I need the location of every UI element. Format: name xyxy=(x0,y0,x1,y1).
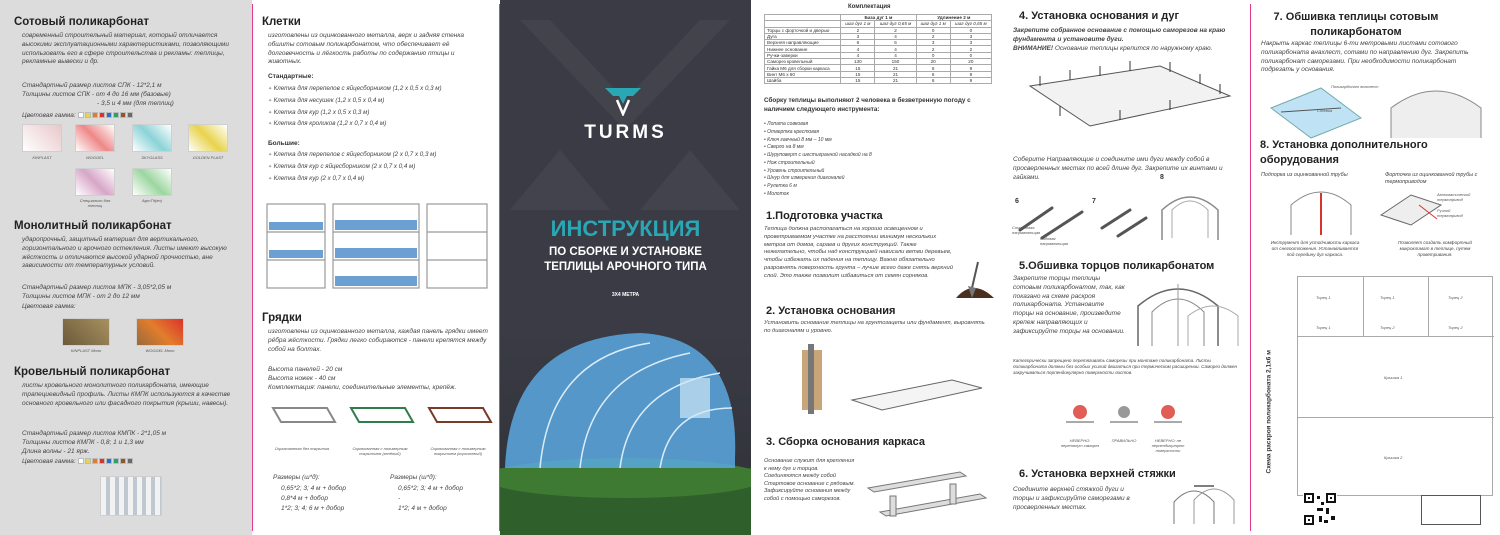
brand-label: WOGGEL xyxy=(85,155,104,160)
spec-line: Стандартный размер листов МПК - 3,05*2,05 м xyxy=(22,284,172,291)
cut-label: Торец 1 xyxy=(1316,295,1331,300)
brand-label: KINPLAST Mono xyxy=(70,348,102,353)
equipment-text: Позволяет создать комфортный микроклимат в теплице, путем проветривания. xyxy=(1398,240,1472,258)
step-title: 5.Обшивка торцов поликарбонатом xyxy=(1019,260,1215,272)
size-item: - xyxy=(398,494,401,502)
frame-base-image xyxy=(860,452,996,532)
list-item: • Шуруповерт с шестигранной насадкой на 8 xyxy=(764,152,872,160)
bed-caption: Оцинкованная с полимерным покрытием (зелёный) xyxy=(352,446,408,456)
spec-line: - 3,5 и 4 мм (для теплиц) xyxy=(97,100,174,107)
screw-caption: НЕВЕРНО: не перпендикулярно поверхности xyxy=(1151,438,1185,453)
th: Удлинение 2 м xyxy=(916,15,991,21)
sample-image xyxy=(22,124,62,152)
step-number: 8 xyxy=(1160,174,1164,181)
size-item: 1*2; 3; 4; 6 м + добор xyxy=(281,504,345,512)
th: шаг дуг 1 м xyxy=(841,21,875,27)
section-title: Клетки xyxy=(262,16,301,28)
step-title: 4. Установка основания и дуг xyxy=(1019,10,1180,22)
top-tie-image xyxy=(1168,478,1242,528)
sample-image xyxy=(136,318,184,346)
size-list xyxy=(281,484,346,513)
brand-label: SKYGLASS xyxy=(141,155,163,160)
list-item: ✦ Клетка для кур (1,2 х 0,5 х 0,3 м) xyxy=(268,107,442,119)
table-title: Комплектация xyxy=(848,4,891,10)
step-text: Соберите Направляющие и соедините ими дуги между собой в просверленных местах по всей длине дуг. Закрепите их винтами и гайками. xyxy=(1013,156,1223,181)
table-row: Торцы с форточкой и дверью 2 2 0 0 xyxy=(765,27,992,33)
th: шаг дуг 1 м xyxy=(916,21,950,27)
table-row: Верхняя направляющие 6 6 3 3 xyxy=(765,40,992,46)
list-item: • Отвертка крестовая xyxy=(764,129,872,137)
step-title: 7. Обшивка теплицы сотовым поликарбонатом xyxy=(1273,11,1439,39)
size-heading: Размеры (ш*д): xyxy=(273,474,320,481)
list-item: • Нож строительный xyxy=(764,160,872,168)
panel-instructions-3 xyxy=(1251,0,1500,535)
screw-diagram xyxy=(1060,400,1190,436)
tools-list xyxy=(764,121,872,199)
bed-caption: Оцинкованная с полимерным покрытием (коричневый) xyxy=(430,446,486,456)
sample-image xyxy=(62,318,110,346)
warning: ВНИМАНИЕ! Основание теплицы крепится по наружному краю. xyxy=(1013,45,1213,52)
sample-image xyxy=(132,168,172,196)
step-number: 6 xyxy=(1015,198,1019,205)
list-item: ✦ Клетка для кур (2 х 0,7 х 0,4 м) xyxy=(268,173,436,185)
part-label: Рядовая направляющая xyxy=(1040,236,1069,246)
stamp-box xyxy=(1421,495,1481,525)
cage-list xyxy=(268,83,442,130)
table-row: Винт М6 х 60 15 21 6 9 xyxy=(765,71,992,77)
scheme-title: Схема раскроя поликарбоната 2,1х6 м xyxy=(1265,350,1273,474)
color-label: Цветовая гамма: xyxy=(22,112,134,121)
step-text: Накрыть каркас теплицы 6-ти метровыми листами сотового поликарбоната внахлест, сотами по направлению дуг. Закрепить поликарбонат саморезами. При необходимости поликарбонат подрезать у основания. xyxy=(1261,40,1469,74)
spec-line: Толщины листов МПК - от 2 до 12 мм xyxy=(22,293,140,300)
part-label: Автоматический термопривод xyxy=(1437,192,1471,202)
table-row: Нижнее основание 4 4 2 2 xyxy=(765,46,992,52)
equipment-text: Инструмент для устойчивости каркаса от снегоотложения. Устанавливается под середину дуг каркаса. xyxy=(1270,240,1360,258)
spec-line: Комплектация: панели, соединительные элементы, крепёж. xyxy=(268,384,457,391)
size-item: 0,65*2; 3; 4 м + добор xyxy=(281,485,347,492)
cover-subtitle: ПО СБОРКЕ И УСТАНОВКЕ ТЕПЛИЦЫ АРОЧНОГО ТИПА xyxy=(544,246,707,273)
step-title: 1.Подготовка участка xyxy=(766,210,883,222)
brand-label: WOGGEL Mono xyxy=(145,348,175,353)
cages-image xyxy=(265,200,493,300)
spec-line: Длина волны - 21 ярж. xyxy=(22,448,90,455)
equipment-caption: Форточка из оцинкованной трубы с термоприводом xyxy=(1385,172,1478,186)
equipment-caption: Подпорка из оцинкованной трубы xyxy=(1261,172,1348,178)
greenhouse-image xyxy=(500,318,751,535)
step-number: 7 xyxy=(1092,198,1096,205)
list-item: ✦ Клетка для перепелов с яйцесборником (2 х 0,7 х 0,3 м) xyxy=(268,149,436,161)
spec-line: Высота ножек - 40 см xyxy=(268,375,336,382)
step-text: Закрепите собранное основание с помощью саморезов на краю фундамента и установите дуги. xyxy=(1013,27,1226,43)
table-row: Шайба 15 21 6 9 xyxy=(765,77,992,83)
subheading: Стандартные: xyxy=(268,73,314,80)
section-title: Сотовый поликарбонат xyxy=(14,16,150,28)
spec-line: Толщины листов КМПК - 0,8; 1 и 1,3 мм xyxy=(22,439,144,446)
step-title: 6. Установка верхней стяжки xyxy=(1019,468,1176,480)
size-item: 0,65*2; 3; 4 м + добор xyxy=(398,485,464,492)
brand-label: AgroTit(ен) xyxy=(142,198,162,203)
panel-instructions-1 xyxy=(752,0,1000,535)
cover-panel xyxy=(500,0,751,535)
step-text: Соедините верхней стяжкой дуги и торцы и зафиксируйте саморезами в просверленных местах. xyxy=(1013,486,1130,511)
step-text: Теплица должна располагаться на хорошо освещенном и проветриваемом участке на расстоянии минимум нескольких метров от домов, сараев и других конструкций. Также нежелательно, чтобы над конструкцией нависали ветви деревьев, чтобы избежать их падения на теплицу. Важно обязательно разровнять поверхность грунта – лучше всего даже снять верхний слой. Это также позволит избавиться от семян сорняков. xyxy=(764,226,953,279)
size-item: 1*2; 4 м + добор xyxy=(398,504,447,512)
spec-line: Стандартный размер листов КМПК - 2*1,05 м xyxy=(22,430,167,437)
sample-image xyxy=(188,124,228,152)
bed-caption: Оцинкованная без покрытия xyxy=(274,446,330,451)
cut-label: Торец 2 xyxy=(1448,295,1463,300)
step-text: Основание служит для крепления к нему дуг и торцов. Соединяются между собой Стартовое основание с рядовым. Зафиксируйте основания между собой с помощью саморезов. xyxy=(764,458,856,502)
list-item: • Лопата совковая xyxy=(764,121,872,129)
beds-image xyxy=(265,400,493,440)
kit-table xyxy=(764,14,992,84)
cut-label: Торец 1 xyxy=(1316,325,1331,330)
list-item: • Уровень строительный xyxy=(764,168,872,176)
background-pattern xyxy=(500,0,751,340)
description: изготовлены из оцинкованного металла, верх и задняя стенка обшиты сотовым поликарбонатом, что обеспечивает её долговечность и лёгкость работы по содержанию птицы и животных. xyxy=(268,32,465,66)
size-heading: Размеры (ш*д): xyxy=(390,474,437,481)
list-item: • Ключ гаечный 8 мм – 10 мм xyxy=(764,137,872,145)
list-item: ✦ Клетка для перепелов с яйцесборником (1,2 х 0,5 х 0,3 м) xyxy=(268,83,442,95)
description: листы кровельного монолитного поликарбоната, имеющие трапециевидный профиль. Листы КМПК используются в качестве основного кровельного или фасадного покрытия (крыши, навесы). xyxy=(22,382,231,407)
part-label: Поликарбонат внахлест xyxy=(1331,84,1379,89)
cut-label: Торец 1 xyxy=(1380,295,1395,300)
description: изготовлены из оцинкованного металла, каждая панель грядки имеет рёбра жёсткости. Грядки легко собираются - панели крепятся между собой на болтах. xyxy=(268,328,488,353)
step-text: Установить основание теплицы на грунтозацепы или фундамент, выровнять по диагоналям и уровню. xyxy=(764,320,985,334)
list-item: ✦ Клетка для несушек (1,2 х 0,5 х 0,4 м) xyxy=(268,95,442,107)
table-row: Гайка М6 для сборки каркаса 15 21 6 9 xyxy=(765,65,992,71)
screw-caption: НЕВЕРНО: перетянут саморез xyxy=(1060,438,1100,448)
cage-list xyxy=(268,149,436,184)
brand-label: Специально для теплиц xyxy=(79,198,111,208)
list-item: ✦ Клетка для кроликов (1,2 х 0,7 х 0,4 м) xyxy=(268,118,442,130)
cut-label: Торец 2 xyxy=(1448,325,1463,330)
part-label: Ручной термопривод xyxy=(1437,208,1463,218)
list-item: ✦ Клетка для кур с яйцесборником (2 х 0,7 х 0,4 м) xyxy=(268,161,436,173)
th: шаг дуг 0,65 м xyxy=(875,21,916,27)
brand-name: TURMS xyxy=(584,122,667,143)
section-title: Монолитный поликарбонат xyxy=(14,220,172,232)
table-row: Ручки-заверки 4 4 0 0 xyxy=(765,52,992,58)
qr-code[interactable] xyxy=(1303,492,1337,526)
list-item: • Рулетка 6 м xyxy=(764,183,872,191)
list-item: • Молоток xyxy=(764,191,872,199)
screw-caption: ПРАВИЛЬНО xyxy=(1111,438,1137,443)
size-list xyxy=(398,484,463,513)
end-walls-image xyxy=(1128,276,1242,352)
tools-intro: Сборку теплицы выполняют 2 человека в безветренную погоду с наличием следующего инструмента: xyxy=(764,97,971,113)
cut-label: Торец 2 xyxy=(1380,325,1395,330)
cut-label: Крышка 1 xyxy=(1384,375,1403,380)
brand-label: GOLDEN PLAST xyxy=(192,155,224,160)
step-title: 3. Сборка основания каркаса xyxy=(766,436,925,448)
cut-scheme xyxy=(1297,276,1493,496)
spec-line: Толщины листов СПК - от 4 до 16 мм (базовые) xyxy=(22,91,171,98)
warning-note: Категорически запрещено перетягивать саморезы при монтаже поликарбоната. Листы поликарбоната должны без особых усилий двигаться при термическом расширении. Саморез должен закручиваться перпендикулярно поверхности листов. xyxy=(1013,358,1238,376)
color-label: Цветовая гамма: xyxy=(22,458,134,467)
sample-image xyxy=(132,124,172,152)
base-arcs-image xyxy=(1020,56,1240,146)
section-title: Грядки xyxy=(262,312,302,324)
cover-title: ИНСТРУКЦИЯ xyxy=(550,216,701,241)
sample-image xyxy=(75,168,115,196)
list-item: • Сверло на 8 мм xyxy=(764,144,872,152)
table-row: Дуга 3 4 2 3 xyxy=(765,33,992,39)
spec-line: Стандартный размер листов СПК - 12*2,1 м xyxy=(22,82,162,89)
part-label: Стежка xyxy=(1317,108,1333,113)
panel-instructions-2 xyxy=(1000,0,1250,535)
shovel-image xyxy=(950,258,996,304)
cover-size: 3Х4 МЕТРА xyxy=(611,292,640,298)
part-label: Стартовая направляющая xyxy=(1012,225,1041,235)
table-row: Саморез кровельный 130 150 20 20 xyxy=(765,59,992,65)
spec-line: Высота панелей - 20 см xyxy=(268,366,343,373)
th: шаг дуг 0,65 м xyxy=(950,21,991,27)
foundation-image xyxy=(782,340,992,420)
step-text: Закрепите торцы теплицы сотовым поликарбонатом, так, как показано на схеме раскроя поликарбоната. Установите торцы на основание, произведите крепеж направляющих и зафиксируйте торцы на основании. xyxy=(1013,275,1125,335)
logo-icon xyxy=(603,86,643,116)
color-label: Цветовая гамма: xyxy=(22,303,76,310)
panel-cages-beds xyxy=(253,0,499,535)
panel-polycarbonate xyxy=(0,0,252,535)
description: ударопрочный, защитный материал для вертикального, горизонтального и арочного остекления. Листы имеют высокую жёсткость и отличаются высокой ударной прочностью, вне зависимости от температурных условий. xyxy=(22,236,227,270)
step-title: 8. Установка дополнительного оборудования xyxy=(1260,139,1428,167)
size-item: 0,8*4 м + добор xyxy=(281,494,328,502)
list-item: • Шнур для измерения диагоналей xyxy=(764,175,872,183)
description: современный строительный материал, который отличается высокими эксплуатационными характеристиками, позволяющими использовать его в сфере строительства и рекламы: теплицы, рекламные вывески и др. xyxy=(22,32,229,66)
cut-label: Крышка 2 xyxy=(1384,455,1403,460)
brand-label: KINPLAST xyxy=(32,155,52,160)
subheading: Большие: xyxy=(268,140,300,147)
th: База дуг 1 м xyxy=(841,15,916,21)
section-title: Кровельный поликарбонат xyxy=(14,366,171,378)
roof-sheet-image xyxy=(100,476,162,516)
step-title: 2. Установка основания xyxy=(766,305,896,317)
sample-image xyxy=(75,124,115,152)
